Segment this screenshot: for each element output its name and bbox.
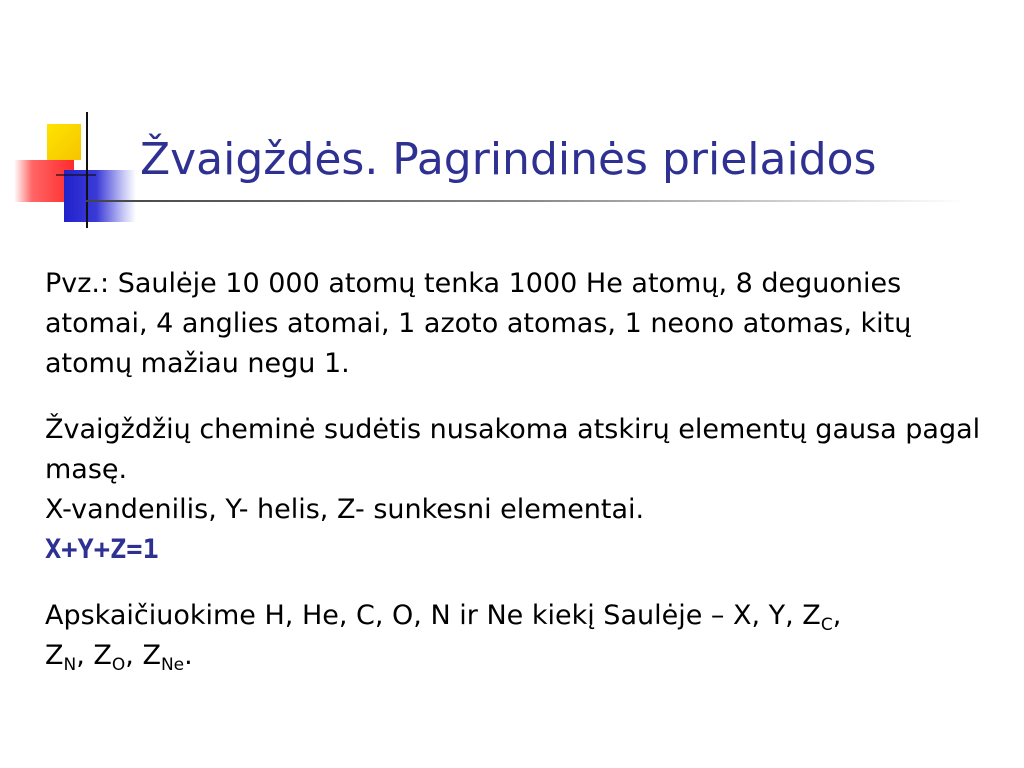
subscript-o: O [111,655,126,675]
title-underline [86,200,966,202]
decor-vertical-line [86,112,88,228]
decor-yellow-square [47,124,81,160]
paragraph-composition: Žvaigždžių cheminė sudėtis nusakoma atskirų elementų gausa pagal masę. [45,414,981,485]
formula: X+Y+Z=1 [45,534,159,565]
subscript-c: C [820,615,833,635]
slide-body [45,264,995,676]
decor-blue-square [64,170,136,222]
subscript-n: N [63,655,77,675]
title-decoration [0,0,160,240]
paragraph-definitions: X-vandenilis, Y- helis, Z- sunkesni elementai. [45,494,645,525]
slide-title: Žvaigždės. Pagrindinės prielaidos [140,134,877,185]
calc-text: Apskaičiuokime H, He, C, O, N ir Ne kiekį Saulėje – X, Y, Z [45,600,821,631]
subscript-ne: Ne [160,655,185,675]
paragraph-calculation: Apskaičiuokime H, He, C, O, N ir Ne kiekį Saulėje – X, Y, $Z_C$, $Z_N$, $Z_O$, $Z_{Ne}$. [45,600,842,675]
paragraph-example: Pvz.: Saulėje 10 000 atomų tenka 1000 He atomų, 8 deguonies atomai, 4 anglies atomai, 1 azoto atomas, 1 neono atomas, kitų atomų mažiau negu 1. [45,268,912,379]
decor-short-line [56,174,96,176]
